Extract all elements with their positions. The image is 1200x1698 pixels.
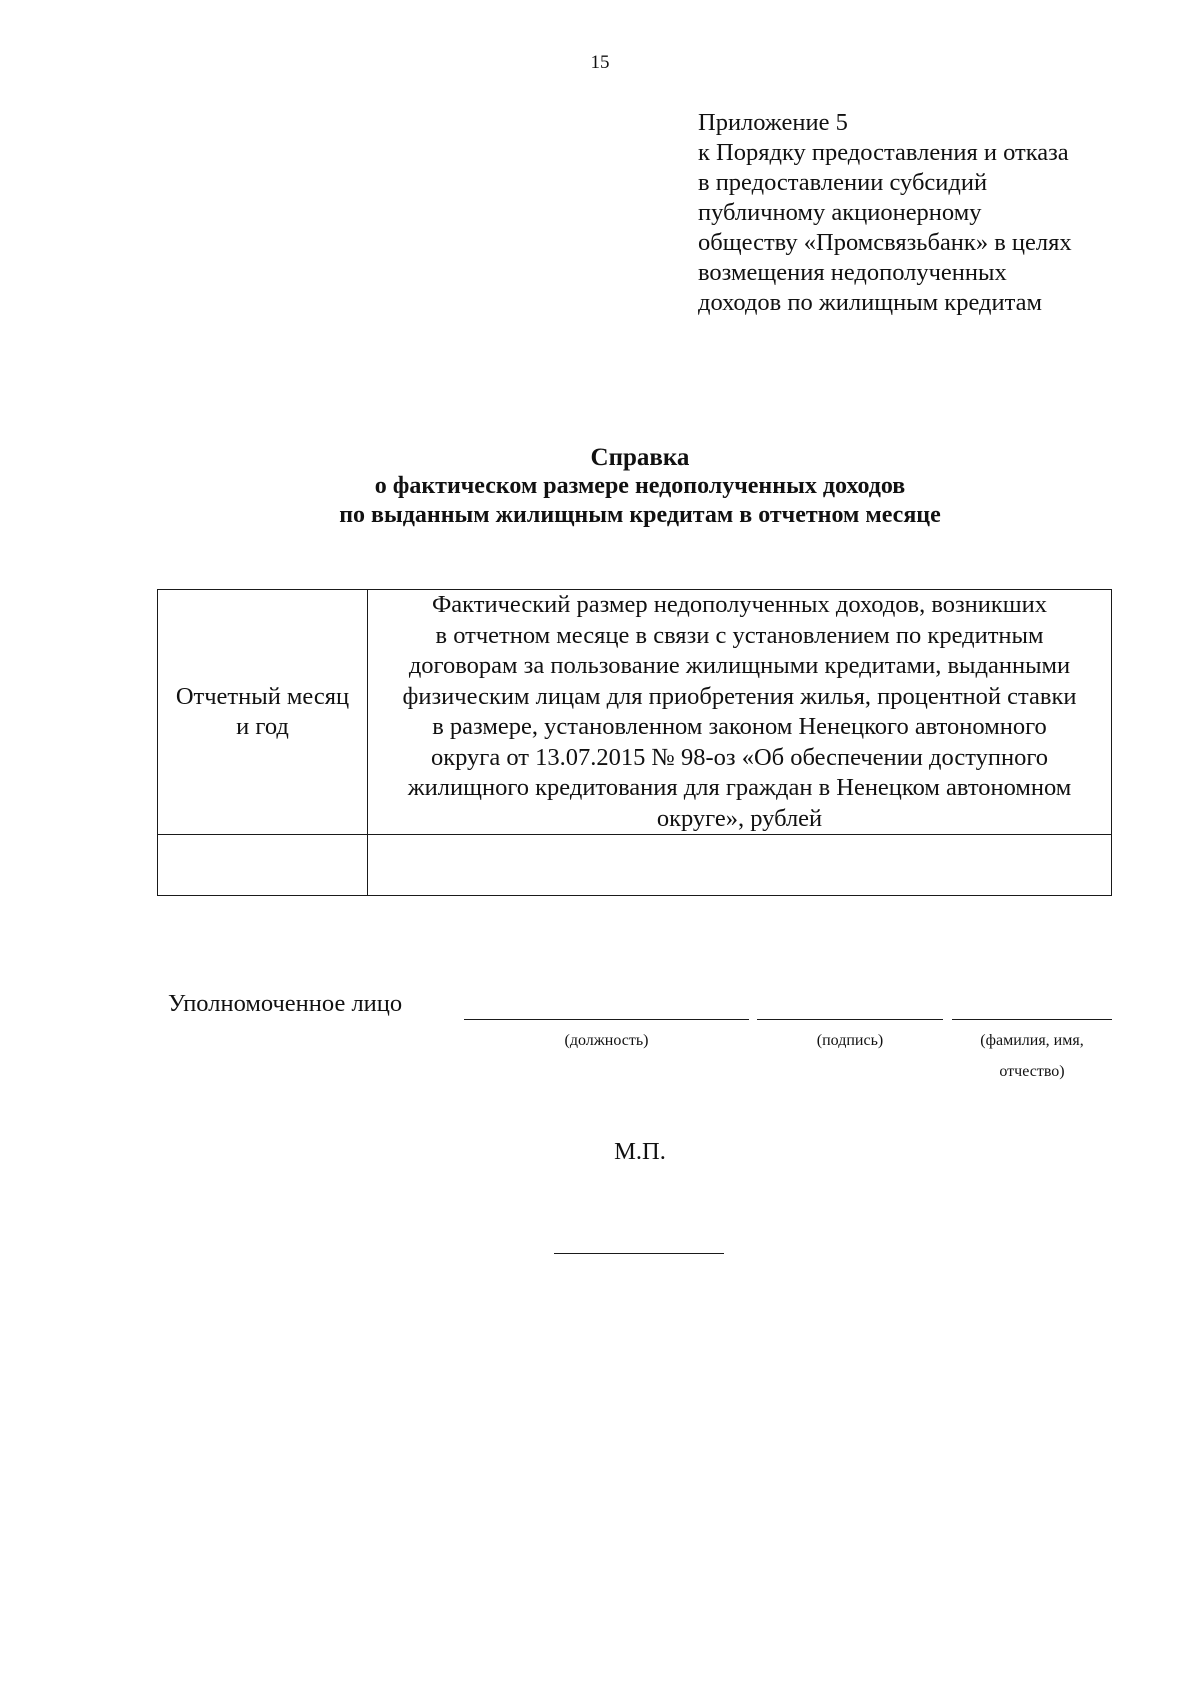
header-amount-line: физическим лицам для приобретения жилья, процентной ставки: [402, 682, 1077, 710]
cell-month-year[interactable]: [158, 835, 368, 896]
header-amount-line: в отчетном месяце в связи с установлением по кредитным: [435, 621, 1044, 649]
header-month-line: и год: [236, 713, 289, 740]
document-heading: [0, 443, 1200, 530]
appendix-block: [698, 108, 1072, 318]
header-month-year: [158, 590, 368, 835]
document-subtitle-line: по выданным жилищным кредитам в отчетном месяце: [339, 502, 941, 528]
signature-line[interactable]: [757, 1019, 943, 1020]
table-header-row: [158, 590, 1112, 835]
appendix-line: к Порядку предоставления и отказа: [698, 139, 1069, 166]
signature-caption: (подпись): [816, 1032, 884, 1049]
appendix-line: Приложение 5: [698, 109, 848, 136]
header-amount-line: Фактический размер недополученных доходов, возникших: [431, 591, 1048, 618]
header-amount-line: в размере, установленном законом Ненецкого автономного: [432, 713, 1047, 740]
table-row: [158, 835, 1112, 896]
header-amount-line: округе», рублей: [656, 804, 823, 832]
header-amount: [368, 590, 1112, 835]
income-table: [157, 589, 1112, 896]
authorized-person-label: Уполномоченное лицо: [168, 990, 403, 1017]
full-name-line[interactable]: [952, 1019, 1112, 1020]
header-amount-line: договорам за пользование жилищными кредитами, выданными: [408, 652, 1071, 679]
header-month-line: Отчетный месяц: [175, 683, 350, 710]
appendix-line: публичному акционерному: [698, 199, 982, 226]
appendix-line: возмещения недополученных: [698, 259, 1007, 286]
appendix-line: обществу «Промсвязьбанк» в целях: [698, 229, 1072, 256]
full-name-caption: [952, 1025, 1112, 1087]
appendix-line: в предоставлении субсидий: [698, 169, 988, 196]
header-amount-line: жилищного кредитования для граждан в Ненецком автономном: [407, 774, 1072, 801]
full-name-caption-line: отчество): [999, 1063, 1065, 1080]
document-title: Справка: [590, 444, 690, 471]
document-end-divider: [554, 1253, 724, 1254]
cell-amount[interactable]: [368, 835, 1112, 896]
page-number: 15: [590, 52, 610, 73]
document-subtitle-line: о фактическом размере недополученных доходов: [374, 473, 906, 499]
header-amount-line: округа от 13.07.2015 № 98-оз «Об обеспечении доступного: [430, 743, 1049, 771]
position-line[interactable]: [464, 1019, 749, 1020]
full-name-caption-line: (фамилия, имя,: [980, 1032, 1084, 1049]
appendix-line: доходов по жилищным кредитам: [698, 289, 1042, 316]
seal-placeholder: М.П.: [614, 1138, 666, 1165]
position-caption: (должность): [564, 1032, 649, 1049]
